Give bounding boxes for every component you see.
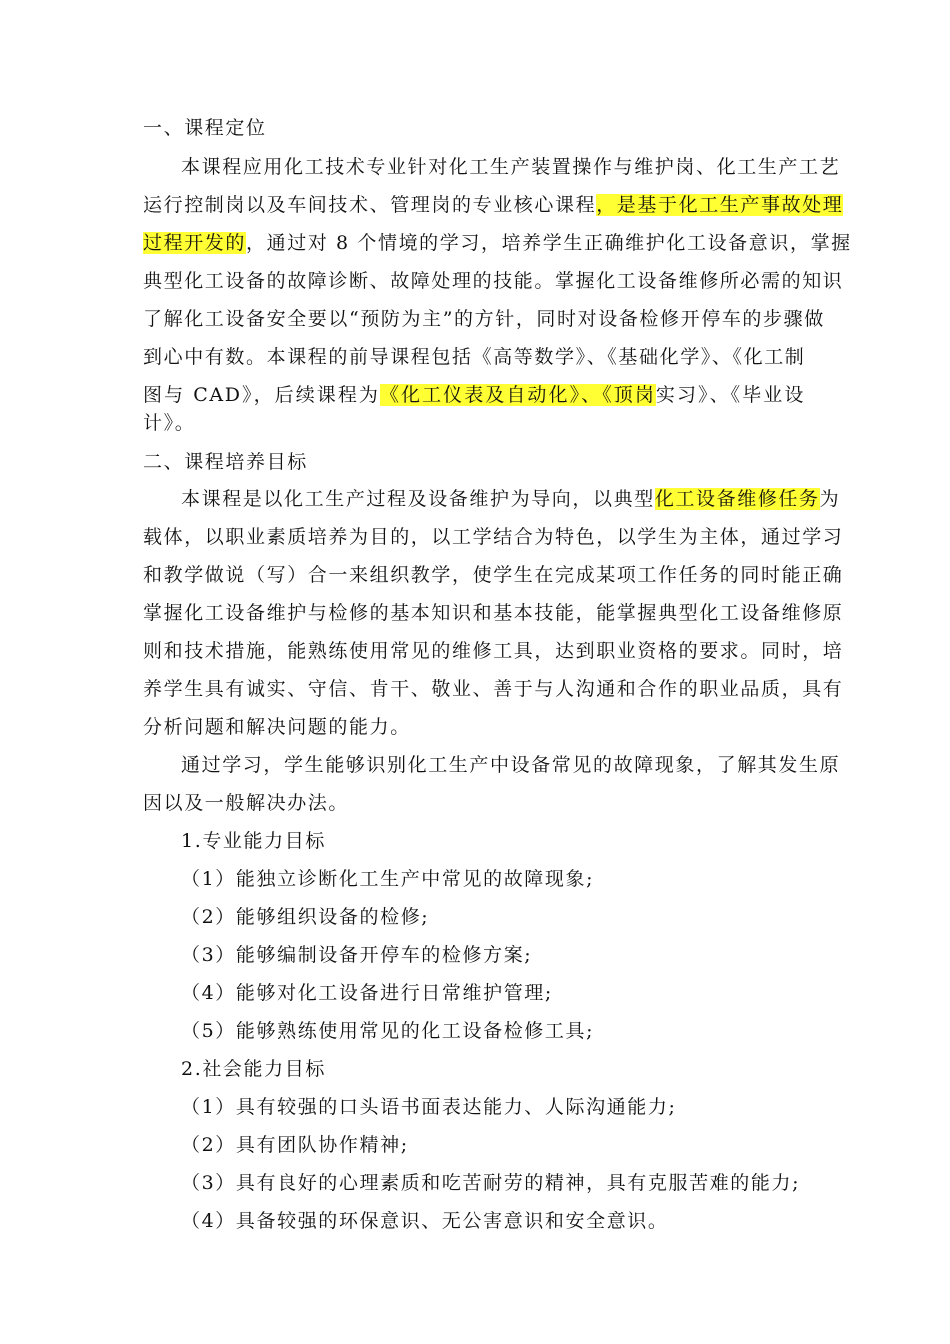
list-item: （2）具有团队协作精神; <box>181 1134 409 1156</box>
text-run: 图与 CAD》，后续课程为 <box>143 384 380 406</box>
section2-para-line: 因以及一般解决办法。 <box>143 792 350 814</box>
section2-para-line: 则和技术措施，能熟练使用常见的维修工具，达到职业资格的要求。同时，培 <box>143 640 844 662</box>
list-item: （2）能够组织设备的检修; <box>181 906 430 928</box>
section2-para-line: 载体，以职业素质培养为目的，以工学结合为特色，以学生为主体，通过学习 <box>143 526 844 548</box>
section1-para-line <box>143 382 805 408</box>
list-item: （1）具有较强的口头语书面表达能力、人际沟通能力; <box>181 1096 677 1118</box>
text-run: 本课程是以化工生产过程及设备维护为导向，以典型 <box>181 488 655 510</box>
section2-para-line: 通过学习，学生能够识别化工生产中设备常见的故障现象，了解其发生原 <box>181 754 841 776</box>
section1-para-line: 本课程应用化工技术专业针对化工生产装置操作与维护岗、化工生产工艺 <box>181 156 841 178</box>
section2-heading: 二、课程培养目标 <box>143 451 308 473</box>
list-item: （3）具有良好的心理素质和吃苦耐劳的精神，具有克服苦难的能力; <box>181 1172 801 1194</box>
list-item: （5）能够熟练使用常见的化工设备检修工具; <box>181 1020 595 1042</box>
section1-para-line: 典型化工设备的故障诊断、故障处理的技能。掌握化工设备维修所必需的知识 <box>143 270 844 292</box>
text-run: 实习》、《毕业设 <box>655 384 805 406</box>
text-run: 运行控制岗以及车间技术、管理岗的专业核心课程 <box>143 194 597 216</box>
text-run: ，通过对 8 个情境的学习，培养学生正确维护化工设备意识，掌握 <box>246 232 852 254</box>
highlighted-text: ，是基于化工生产事故处理 <box>596 194 844 216</box>
section1-para-line <box>143 230 852 256</box>
list-item: （3）能够编制设备开停车的检修方案; <box>181 944 533 966</box>
highlighted-text: 化工设备维修任务 <box>654 488 820 510</box>
text-run: 为 <box>819 488 841 510</box>
subsection-title: 2.社会能力目标 <box>181 1058 326 1080</box>
section1-para-line <box>143 192 844 218</box>
section2-para-line: 掌握化工设备维护与检修的基本知识和基本技能，能掌握典型化工设备维修原 <box>143 602 844 624</box>
section2-para-line: 养学生具有诚实、守信、肯干、敬业、善于与人沟通和合作的职业品质，具有 <box>143 678 844 700</box>
section1-para-line: 计》。 <box>143 412 196 434</box>
list-item: （4）具备较强的环保意识、无公害意识和安全意识。 <box>181 1210 669 1232</box>
highlighted-text: 《化工仪表及自动化》、《顶岗 <box>379 384 656 406</box>
highlighted-text: 过程开发的 <box>143 232 247 254</box>
subsection-title: 1.专业能力目标 <box>181 830 326 852</box>
section2-para-line: 和教学做说（写）合一来组织教学，使学生在完成某项工作任务的同时能正确 <box>143 564 844 586</box>
section2-para-line: 分析问题和解决问题的能力。 <box>143 716 411 738</box>
list-item: （4）能够对化工设备进行日常维护管理; <box>181 982 553 1004</box>
list-item: （1）能独立诊断化工生产中常见的故障现象; <box>181 868 595 890</box>
section1-para-line: 了解化工设备安全要以“预防为主”的方针，同时对设备检修开停车的步骤做 <box>143 308 825 330</box>
section2-para-line <box>181 486 841 512</box>
section1-heading: 一、课程定位 <box>143 117 267 139</box>
section1-para-line: 到心中有数。本课程的前导课程包括《高等数学》、《基础化学》、《化工制 <box>143 346 806 368</box>
